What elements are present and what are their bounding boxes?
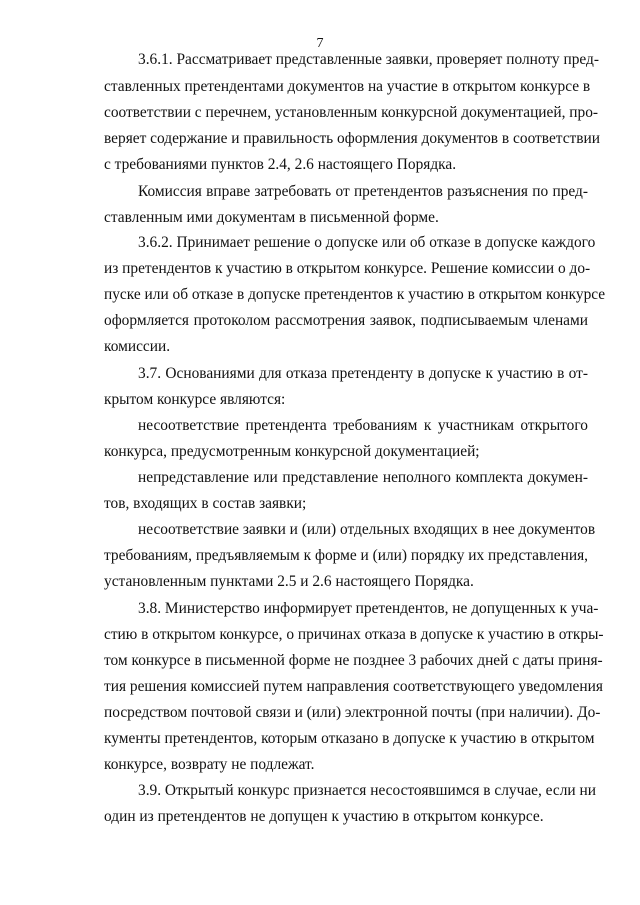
text-line: оформляется протоколом рассмотрения заявок, подписываемым членами xyxy=(104,312,588,329)
text-line: несоответствие претендента требованиям к участникам открытого xyxy=(138,417,588,434)
text-line: несоответствие заявки и (или) отдельных входящих в нее документов xyxy=(138,521,596,538)
text-line: стию в открытом конкурсе, о причинах отказа в допуске к участию в откры- xyxy=(104,626,604,643)
text-line: тов, входящих в состав заявки; xyxy=(104,495,307,512)
page-number: 7 xyxy=(316,36,324,51)
text-line: 3.8. Министерство информирует претендентов, не допущенных к уча- xyxy=(138,600,599,617)
text-line: ставленным ими документам в письменной форме. xyxy=(104,209,439,226)
text-line: веряет содержание и правильность оформления документов в соответствии xyxy=(104,130,601,147)
text-line: непредставление или представление неполного комплекта докумен- xyxy=(138,469,588,486)
text-line: том конкурсе в письменной форме не позднее 3 рабочих дней с даты приня- xyxy=(104,652,603,669)
text-line: посредством почтовой связи и (или) электронной почты (при наличии). До- xyxy=(104,704,601,721)
text-line: тия решения комиссией путем направления соответствующего уведомления xyxy=(104,678,603,695)
text-line: из претендентов к участию в открытом конкурсе. Решение комиссии о до- xyxy=(104,260,591,277)
text-line: требованиям, предъявляемым к форме и (или) порядку их представления, xyxy=(104,547,588,564)
text-line: 3.7. Основаниями для отказа претенденту в допуске к участию в от- xyxy=(138,365,588,382)
text-line: ставленных претендентами документов на участие в открытом конкурсе в xyxy=(104,78,591,95)
text-line: кументы претендентов, которым отказано в допуске к участию в открытом xyxy=(104,730,595,747)
text-line: пуске или об отказе в допуске претендентов к участию в открытом конкурсе xyxy=(104,286,606,303)
text-line: крытом конкурсе являются: xyxy=(104,391,286,408)
text-line: 3.6.2. Принимает решение о допуске или об отказе в допуске каждого xyxy=(138,234,596,251)
text-line: конкурса, предусмотренным конкурсной документацией; xyxy=(104,443,480,460)
text-line: комиссии. xyxy=(104,338,171,355)
text-line: установленным пунктами 2.5 и 2.6 настоящего Порядка. xyxy=(104,573,474,590)
text-line: 3.6.1. Рассматривает представленные заявки, проверяет полноту пред- xyxy=(138,51,599,68)
text-line: соответствии с перечнем, установленным конкурсной документацией, про- xyxy=(104,104,599,121)
text-line: Комиссия вправе затребовать от претендентов разъяснения по пред- xyxy=(138,183,588,200)
text-line: один из претендентов не допущен к участию в открытом конкурсе. xyxy=(104,808,544,825)
text-line: 3.9. Открытый конкурс признается несостоявшимся в случае, если ни xyxy=(138,782,596,799)
text-line: с требованиями пунктов 2.4, 2.6 настоящего Порядка. xyxy=(104,156,457,173)
text-line: конкурсе, возврату не подлежат. xyxy=(104,756,315,773)
